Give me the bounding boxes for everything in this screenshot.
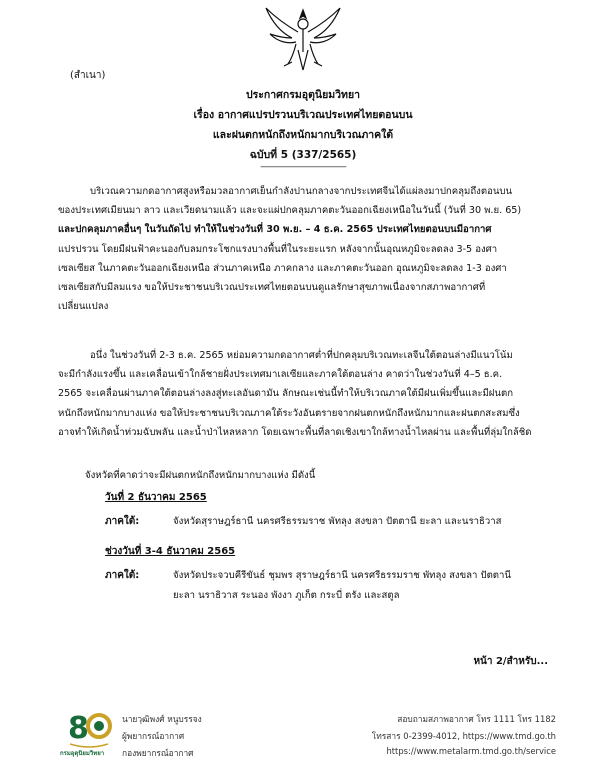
intro-line: จังหวัดที่คาดว่าจะมีฝนตกหนักถึงหนักมากบางแห่ง มีดังนี้: [85, 470, 316, 481]
paragraph-line: เซลเซียสกับมีลมแรง ขอให้ประชาชนบริเวณประเทศไทยตอนบนดูแลรักษาสุขภาพเนื่องจากสภาพอากาศที่: [58, 282, 486, 294]
paragraph-line: จะมีกำลังแรงขึ้น และเคลื่อนเข้าใกล้ชายฝั่งประเทศมาเลเซียและภาคใต้ตอนล่าง คาดว่าในช่วงวันที่ 4–5 ธ.ค.: [58, 369, 503, 381]
section-date-2: ช่วงวันที่ 3-4 ธันวาคม 2565: [105, 546, 236, 557]
province-list-1: จังหวัดสุราษฎร์ธานี นครศรีธรรมราช พัทลุง สงขลา ปัตตานี ยะลา และนราธิวาส: [173, 516, 502, 527]
province-intro: [85, 466, 585, 485]
paragraph-low-pressure: [58, 346, 558, 442]
paragraph-line: 2565 จะเคลื่อนผ่านภาคใต้ตอนล่างลงสู่ทะเลอันดามัน ลักษณะเช่นนี้ทำให้บริเวณภาคใต้มีฝนเพิ่มขึ้นและมีฝนตก: [58, 388, 514, 400]
province-list-2-line-1: จังหวัดประจวบคีรีขันธ์ ชุมพร สุราษฎร์ธานี นครศรีธรรมราช พัทลุง สงขลา ปัตตานี: [173, 570, 511, 581]
contact-service-link[interactable]: https://www.metalarm.tmd.go.th/service: [386, 746, 556, 756]
tmd-80-logo-icon: [66, 704, 112, 754]
issue-number: ฉบับที่ 5 (337/2565): [249, 149, 357, 161]
signer-name: นายวุฒิพงศ์ หนูบรรจง: [122, 714, 202, 724]
svg-text:8: 8: [68, 711, 89, 746]
signer-title: ผู้พยากรณ์อากาศ: [122, 731, 185, 741]
paragraph-line: ของประเทศเมียนมา ลาว และเวียดนามแล้ว และจะแผ่ปกคลุมภาคตะวันออกเฉียงเหนือในวันนี้ (วันที่ 30 พ.ย. 65): [58, 205, 522, 217]
paragraph-line: แปรปรวน โดยมีฝนฟ้าคะนองกับลมกระโชกแรงบางพื้นที่ในระยะแรก หลังจากนั้นอุณหภูมิจะลดลง 3-5 องศา: [58, 243, 498, 255]
paragraph-line: เซลเซียส ในภาคตะวันออกเฉียงเหนือ ส่วนภาคเหนือ ภาคกลาง และภาคตะวันออก อุณหภูมิจะลดลง 1-3 องศา: [58, 262, 507, 274]
garuda-emblem-icon: [262, 4, 344, 74]
copy-note: (สำเนา): [70, 70, 106, 81]
logo-caption: กรมอุตุนิยมวิทยา: [60, 750, 105, 757]
separator-line: --------------------------------------: [260, 162, 346, 172]
paragraph-line: อาจทำให้เกิดน้ำท่วมฉับพลัน และน้ำป่าไหลหลาก โดยเฉพาะพื้นที่ลาดเชิงเขาใกล้ทางน้ำไหลผ่าน และพื้นที่ลุ่มใกล้ชิด: [58, 426, 532, 438]
agency-title: ประกาศกรมอุตุนิยมวิทยา: [245, 89, 361, 101]
paragraph-cold-air: [58, 182, 558, 316]
region-label-2: ภาคใต้:: [105, 570, 140, 581]
signer-division: กองพยากรณ์อากาศ: [122, 748, 194, 758]
paragraph-line: และปกคลุมภาคอื่นๆ ในวันถัดไป ทำให้ในช่วงวันที่ 30 พ.ย. – 4 ธ.ค. 2565 ประเทศไทยตอนบนมีอากาศ: [58, 224, 492, 236]
contact-phone: สอบถามสภาพอากาศ โทร 1111 โทร 1182: [397, 714, 556, 724]
section-date-1: วันที่ 2 ธันวาคม 2565: [105, 492, 207, 503]
paragraph-line: บริเวณความกดอากาศสูงหรือมวลอากาศเย็นกำลังปานกลางจากประเทศจีนได้แผ่ลงมาปกคลุมถึงตอนบน: [90, 186, 513, 197]
region-label-1: ภาคใต้:: [105, 516, 140, 527]
paragraph-line: อนึ่ง ในช่วงวันที่ 2-3 ธ.ค. 2565 หย่อมความกดอากาศต่ำที่ปกคลุมบริเวณทะเลจีนใต้ตอนล่างมีแนวโน้ม: [90, 350, 513, 361]
paragraph-line: หนักถึงหนักมากบางแห่ง ขอให้ประชาชนบริเวณภาคใต้ระวังอันตรายจากฝนตกหนักถึงหนักมากและฝนตกสะสมซึ่ง: [58, 407, 520, 419]
province-list-2: [173, 566, 511, 606]
subject-line-1: เรื่อง อากาศแปรปรวนบริเวณประเทศไทยตอนบน: [193, 109, 413, 121]
province-list-2-line-2: ยะลา นราธิวาส ระนอง พังงา ภูเก็ต กระบี่ ตรัง และสตูล: [173, 590, 400, 601]
subject-line-2: และฝนตกหนักถึงหนักมากบริเวณภาคใต้: [212, 129, 394, 141]
paragraph-line: เปลี่ยนแปลง: [58, 301, 109, 313]
next-page-note: หน้า 2/สำหรับ...: [473, 656, 548, 667]
contact-fax-website[interactable]: โทรสาร 0-2399-4012, https://www.tmd.go.th: [371, 731, 556, 741]
